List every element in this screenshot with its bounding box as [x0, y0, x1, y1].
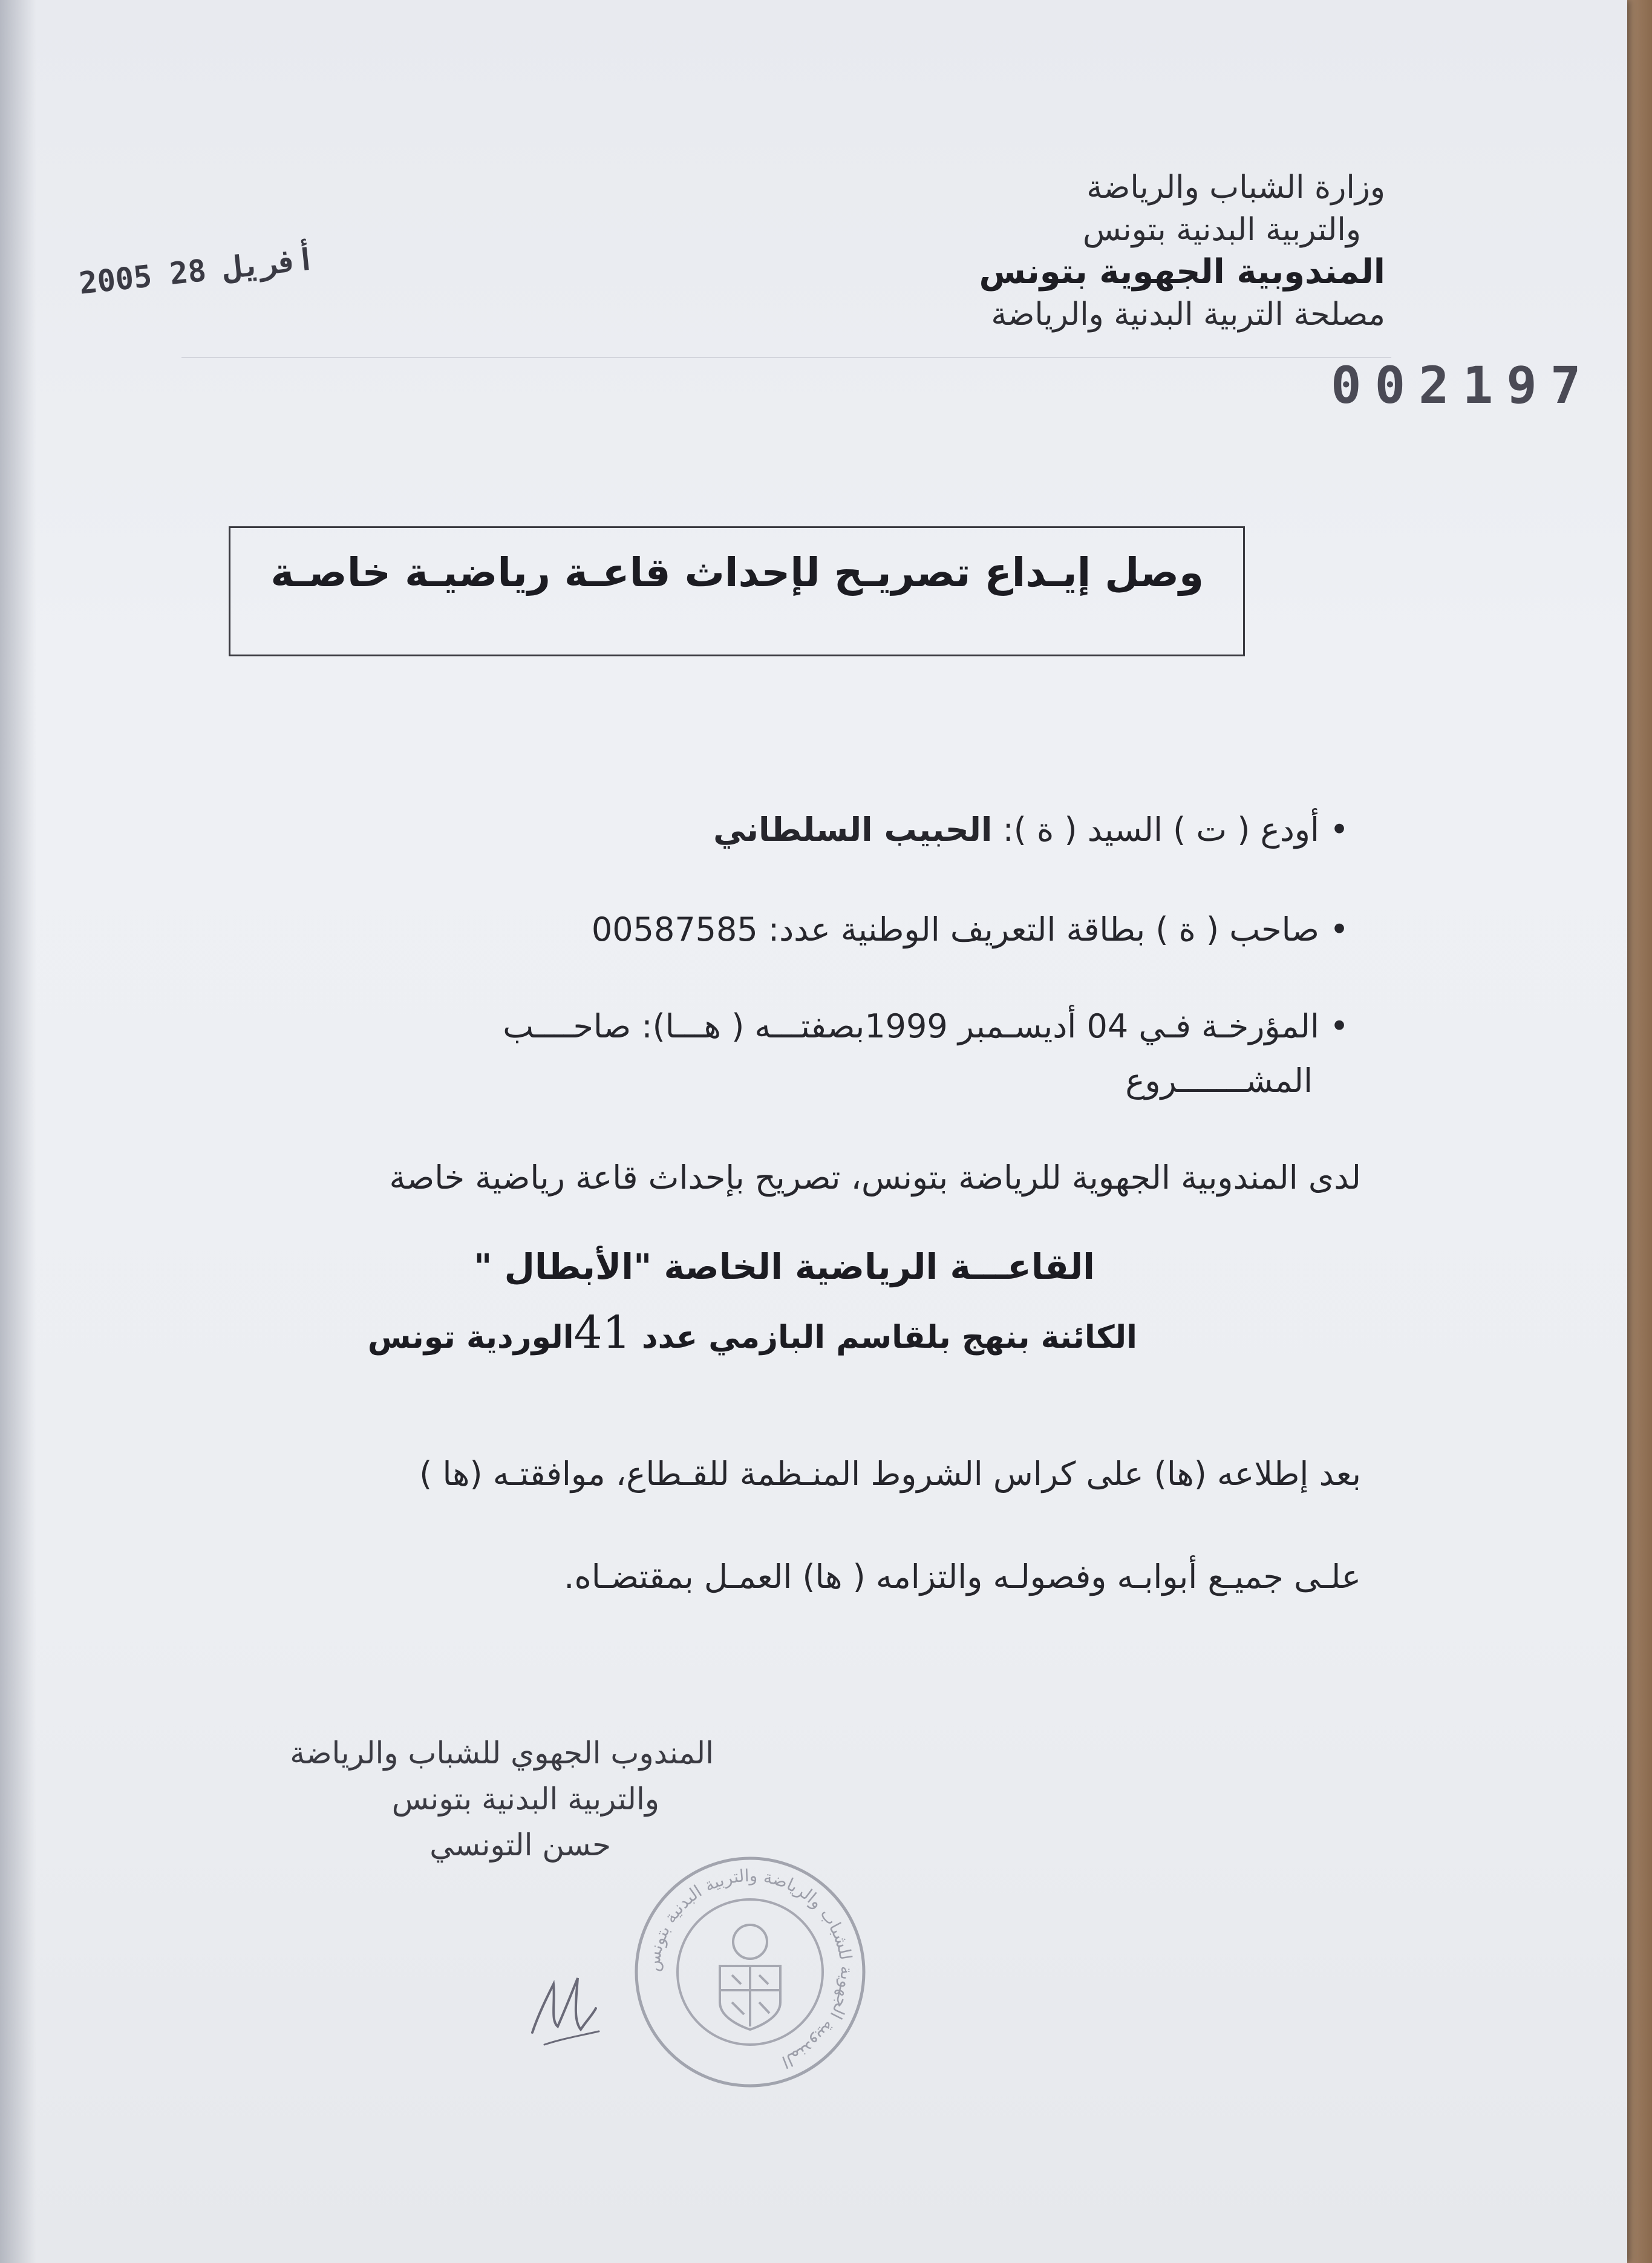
- address-suffix: الوردية تونس: [367, 1319, 574, 1356]
- date-line-a: المؤرخـة فـي 04 أديسـمبر 1999بصفتـــه ( هـــا): صاحــــب: [503, 1007, 1319, 1045]
- date-line-b: المشـــــــروع: [1125, 1062, 1313, 1100]
- bullet: •: [1319, 910, 1349, 949]
- department-line: مصلحة التربية البدنية والرياضة: [991, 296, 1385, 333]
- letterhead: [659, 166, 1385, 336]
- date-row: [503, 1007, 1349, 1045]
- bullet: •: [1319, 1007, 1349, 1045]
- signature-block: [194, 1730, 714, 1868]
- depositor-row: [713, 811, 1349, 849]
- document-title: وصل إيـداع تصريـح لإحداث قاعـة رياضيـة خاصـة: [270, 549, 1204, 596]
- ministry-line: وزارة الشباب والرياضة: [1086, 169, 1385, 206]
- title-box: [229, 526, 1245, 656]
- declaration-line: لدى المندوبية الجهوية للرياضة بتونس، تصريح بإحداث قاعة رياضية خاصة: [389, 1158, 1361, 1197]
- paragraph-line-1: بعد إطلاعه (ها) على كراس الشروط المنـظمة للقـطاع، موافقتـه (ها ): [419, 1455, 1361, 1493]
- official-seal: [629, 1851, 871, 2093]
- signatory-title: المندوب الجهوي للشباب والرياضة: [290, 1736, 714, 1771]
- id-label: صاحب ( ة ) بطاقة التعريف الوطنية عدد:: [768, 910, 1319, 949]
- date-stamp: 2005 أفريل 28: [77, 241, 317, 301]
- seal-ring-text: المندوبية الجهوية للشباب والرياضة والتربية البدنية بتونس: [643, 1865, 857, 2072]
- id-row: [592, 910, 1349, 949]
- serial-number: 002197: [1331, 356, 1595, 415]
- id-number: 00587585: [591, 910, 758, 949]
- regional-delegation: المندوبية الجهوية بتونس: [979, 252, 1385, 292]
- depositor-name: الحبيب السلطاني: [713, 811, 993, 849]
- hall-name: القاعـــة الرياضية الخاصة "الأبطال ": [474, 1246, 1095, 1287]
- handwritten-signature: [520, 1960, 605, 2057]
- signatory-title-2: والتربية البدنية بتونس: [391, 1781, 659, 1817]
- page-shadow: [0, 0, 36, 2263]
- ministry-line-2: والتربية البدنية بتونس: [1082, 212, 1361, 248]
- hall-address: [368, 1307, 1137, 1359]
- paragraph-line-2: علـى جميـع أبوابـه وفصولـه والتزامه ( ها) العمـل بمقتضـاه.: [564, 1558, 1361, 1596]
- address-number: 41: [573, 1307, 631, 1359]
- address-prefix: الكائنة بنهج بلقاسم البازمي عدد: [641, 1319, 1137, 1356]
- signatory-name: حسن التونسي: [429, 1827, 611, 1863]
- header-rule: [181, 357, 1391, 358]
- coat-of-arms-icon: [720, 1925, 780, 2030]
- depositor-label: أودع ( ت ) السيد ( ة ):: [1002, 811, 1319, 849]
- bullet: •: [1319, 811, 1349, 849]
